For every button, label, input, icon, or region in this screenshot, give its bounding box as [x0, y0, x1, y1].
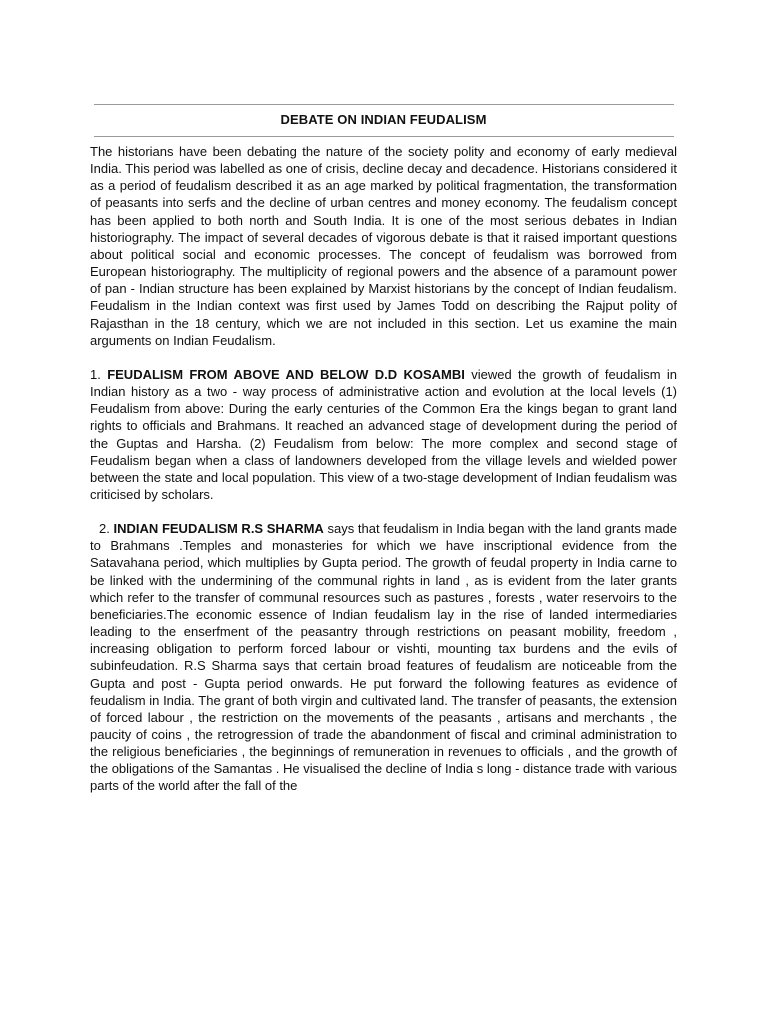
title-divider: [94, 136, 674, 137]
section-heading: FEUDALISM FROM ABOVE AND BELOW D.D KOSAMBI: [107, 366, 465, 382]
document-page: [90, 104, 677, 795]
section-sharma: [90, 520, 677, 795]
section-kosambi: [90, 366, 677, 503]
intro-paragraph: The historians have been debating the nature of the society polity and economy of early medieval India. This period was labelled as one of crisis, decline decay and decadence. Historians considered it as a period of feudalism described it as an age marked by political fragmentation, the transformation of peasants into serfs and the decline of urban centres and money economy. The feudalism concept has been applied to both north and South India. It is one of the most serious debates in Indian historiography. The impact of several decades of vigorous debate is that it raised important questions about political social and economic processes. The concept of feudalism was borrowed from European historiography. The multiplicity of regional powers and the absence of a paramount power of pan - Indian structure has been explained by Marxist historians by the concept of Indian feudalism. Feudalism in the Indian context was first used by James Todd on describing the Rajput polity of Rajasthan in the 18 century, which we are not included in this section. Let us examine the main arguments on Indian Feudalism.: [90, 144, 677, 348]
section-number: 1.: [90, 366, 101, 382]
document-title: DEBATE ON INDIAN FEUDALISM: [280, 112, 487, 127]
section-number: 2.: [99, 521, 110, 537]
section-heading: INDIAN FEUDALISM R.S SHARMA: [113, 521, 324, 537]
section-text: says that feudalism in India began with the land grants made to Brahmans .Temples and monasteries for which we have inscriptional evidence from the Satavahana period, which multiplies by Gupta period. The growth of feudal property in India carne to be linked with the undermining of the communal rights in land , as is evident from the later grants which refer to the transfer of communal resources such as pastures , forests , water reservoirs to the beneficiaries.The economic essence of Indian feudalism lay in the rise of landed intermediaries leading to the enserfment of the peasantry through restrictions on peasant mobility, freedom , increasing obligation to perform forced labour or vishti, mounting tax burdens and the evils of subinfeudation. R.S Sharma says that certain broad features of feudalism are noticeable from the Gupta and post - Gupta period onwards. He put forward the following features as evidence of feudalism in India. The grant of both virgin and cultivated land. The transfer of peasants, the extension of forced labour , the restriction on the movements of the peasants , artisans and merchants , the paucity of coins , the retrogression of trade the abandonment of fiscal and criminal administration to the religious beneficiaries , the beginnings of remuneration in revenues to officials , and the growth of the obligations of the Samantas . He visualised the decline of India s long - distance trade with various parts of the world after the fall of the: [90, 521, 678, 794]
top-divider: [94, 104, 674, 105]
section-text: viewed the growth of feudalism in Indian history as a two - way process of administrative action and evolution at the local levels (1) Feudalism from above: During the early centuries of the Common Era the kings began to grant land rights to officials and Brahmans. It reached an advanced stage of development during the period of the Guptas and Harsha. (2) Feudalism from below: The more complex and second stage of Feudalism began when a class of landowners developed from the village levels and wielded power between the state and local population. This view of a two-stage development of Indian feudalism was criticised by scholars.: [90, 366, 678, 502]
